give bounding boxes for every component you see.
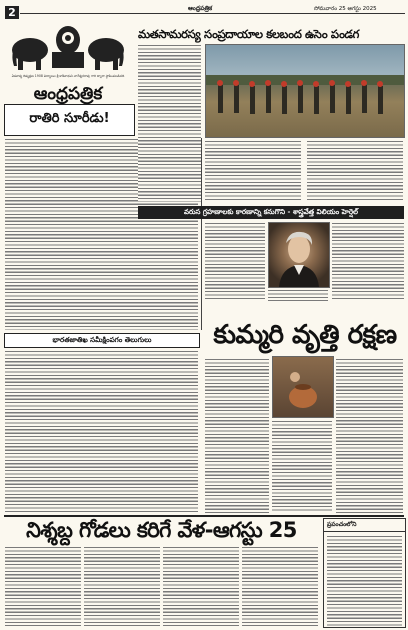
herschel-portrait [268,222,330,288]
masthead-title: ఆంధ్రపత్రిక [33,84,103,104]
bottom-rule [4,515,404,517]
column-rule-1 [201,138,202,330]
editorial-box [4,104,135,136]
right-top-body-1 [205,140,301,200]
editorial-headline: రాతిరి సూరీడు! [29,111,110,126]
article-headline-bar [138,206,404,219]
sidebar-box [323,518,406,628]
pottery-image [273,357,333,417]
header-center-logo: ఆంధ్రపత్రిక [185,5,215,13]
article-headline: వరుస గ్రహణాలకు కారణాన్ని కనుగొని - శాస్త్రవేత్త విలియం హెర్షెల్ [184,208,358,216]
bottom-headline: నిశ్శబ్ద గోడలు కరిగే వేళ-ఆగస్టు 25 [26,518,297,542]
emblem-icon [8,20,128,72]
parade-photo [205,44,405,138]
bottom-body-4 [242,546,318,626]
column-headline: భారతజాతిఖ సమీక్షింపగం తెలుగులు [52,336,152,344]
column-body [5,350,198,513]
bottom-body-3 [163,546,239,626]
masthead-tagline: ఏకవాక్య దిక్ముద్రణ 1908 విద్యాబల శ్రీ కాశీనాథుని నాగేశ్వరరావు గారి ద్వారా స్థాపింపబడినది [11,74,125,78]
article-body-right [332,222,404,300]
sidebar-body [327,535,402,627]
column-headline-box [4,333,200,348]
bottom-body-2 [84,546,160,626]
pottery-photo [272,356,334,418]
bottom-body-1 [5,546,81,626]
parade-photo-image [206,45,404,137]
article-caption [268,289,328,301]
header-rule [20,13,405,14]
page-number: 2 [8,6,16,19]
feature-body-1 [205,358,269,513]
feature-body-3 [336,358,403,513]
sidebar-headline: ప్రపంచంలోని [324,519,405,532]
feature-headline: కుమ్మరి వృత్తి రక్షణ [213,320,397,350]
article-body-left [205,222,265,300]
portrait-image [269,223,329,287]
feature-body-2 [272,420,332,513]
right-top-body-2 [307,140,403,200]
banner-headline: మతసామరస్య సంప్రదాయాల కలబంద ఉసెం పండగ [138,27,359,41]
middle-article-body [138,44,201,202]
header-date: సోమవారం 25 ఆగస్టు 2025 [314,6,377,12]
